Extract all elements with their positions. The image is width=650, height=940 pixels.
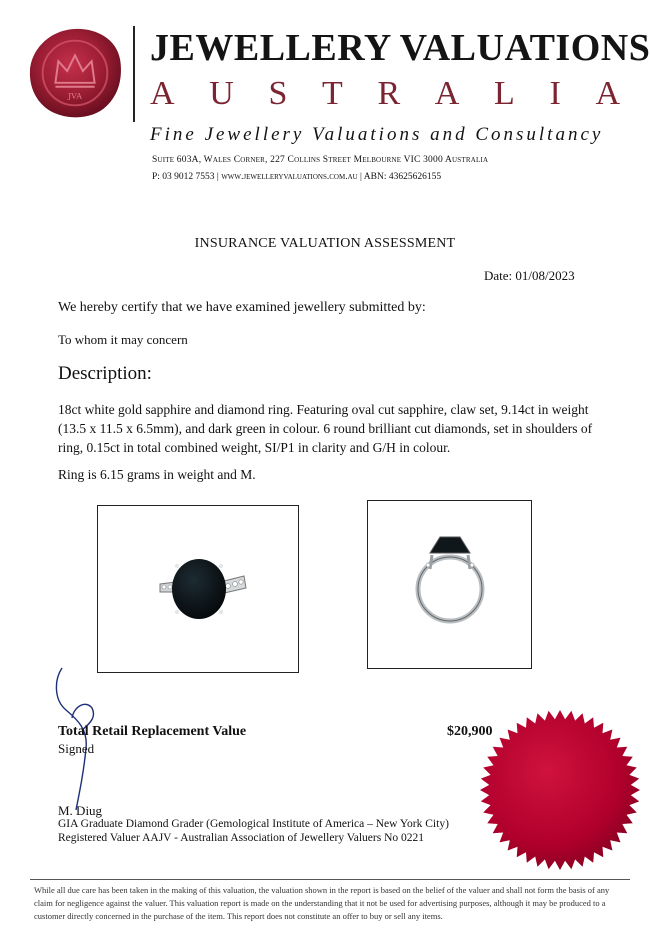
brand-country <box>150 75 620 113</box>
footer-rule <box>30 879 630 880</box>
contact-details: P: 03 9012 7553 | www.jewelleryvaluations.com.au | ABN: 43625626155 <box>152 172 442 182</box>
seal-text: JVA <box>68 91 82 101</box>
country-letter: S <box>268 75 288 112</box>
ring-photo-side <box>367 500 532 669</box>
description-text: 18ct white gold sapphire and diamond ring. Featuring oval cut sapphire, claw set, 9.14ct in weight (13.5 x 11.5 x 6.5mm), and dark green in colour. 6 round brilliant cut diamonds, set in shoulders of ring, 0.15ct in total combined weight, SI/P1 in clarity and G/H in colour. <box>58 402 593 455</box>
total-value: $20,900 <box>447 724 493 739</box>
business-address: Suite 603A, Wales Corner, 227 Collins Street Melbourne VIC 3000 Australia <box>152 155 489 165</box>
document-title: INSURANCE VALUATION ASSESSMENT <box>194 236 456 251</box>
country-letter: T <box>322 75 343 112</box>
country-letter: A <box>434 75 460 112</box>
ring-top-view <box>98 506 298 672</box>
certify-statement: We hereby certify that we have examined jewellery submitted by: <box>58 300 426 315</box>
handwritten-signature <box>52 660 112 820</box>
country-letter: U <box>209 75 234 112</box>
signer-name: M. Diug <box>58 803 103 818</box>
signer-credential-aajv: Registered Valuer AAJV - Australian Association of Jewellery Valuers No 0221 <box>58 832 425 844</box>
country-letter: A <box>595 75 620 112</box>
document-date: Date: 01/08/2023 <box>484 268 575 283</box>
wax-seal-logo <box>26 26 124 120</box>
total-value-label: Total Retail Replacement Value <box>58 724 247 739</box>
signer-credential-gia: GIA Graduate Diamond Grader (Gemological Institute of America – New York City) <box>58 818 449 830</box>
recipient: To whom it may concern <box>58 332 188 347</box>
country-letter: A <box>150 75 175 112</box>
weight-line: Ring is 6.15 grams in weight and M. <box>58 467 256 482</box>
signed-label: Signed <box>58 741 95 756</box>
ring-side-view <box>368 501 531 668</box>
red-foil-seal <box>478 708 642 872</box>
ring-photo-top <box>97 505 299 673</box>
letterhead-divider <box>133 26 135 122</box>
description-heading: Description: <box>58 363 152 384</box>
brand-name: JEWELLERY VALUATIONS <box>150 27 650 69</box>
tagline: Fine Jewellery Valuations and Consultancy <box>150 124 604 145</box>
country-letter: L <box>494 75 515 112</box>
country-letter: I <box>549 75 561 112</box>
disclaimer: While all due care has been taken in the making of this valuation, the valuation shown in the report is based on the belief of the valuer and shall not form the basis of any claim for negligence against the valuer. This valuation report is made on the understanding that it not be used for advertising purposes, although it may be produced to a customer directly concerned in the purchase of the item. This report does not constitute an offer to buy or sell any items. <box>34 885 610 921</box>
country-letter: R <box>377 75 401 112</box>
